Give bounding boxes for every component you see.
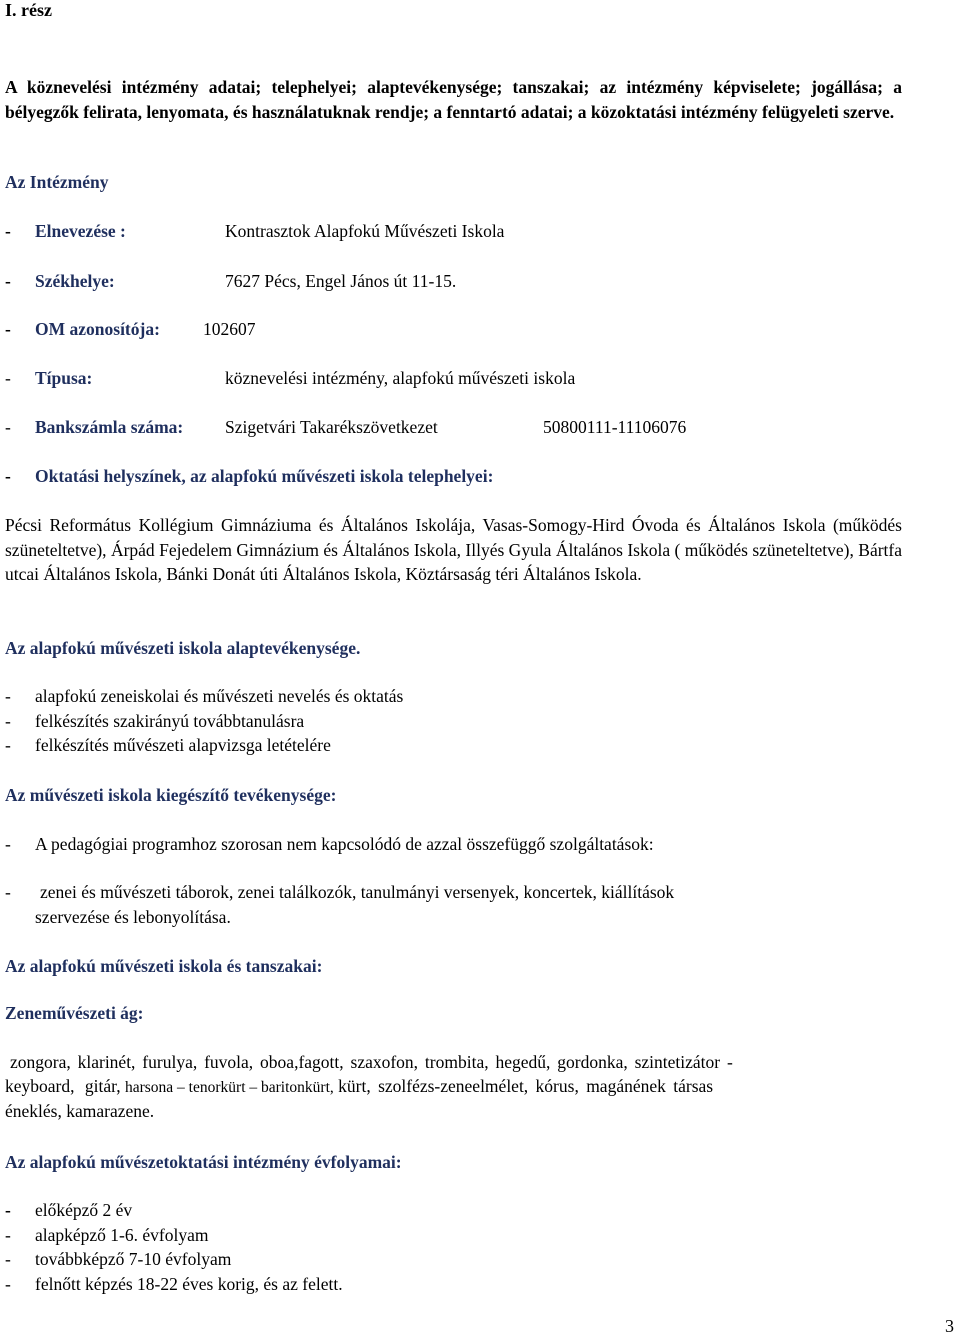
core-item-1: alapfokú zeneiskolai és művészeti nevelés és oktatás xyxy=(35,686,404,706)
instruments-line-3: éneklés, kamarazene. xyxy=(5,1101,155,1121)
core-item-2: felkészítés szakirányú továbbtanulásra xyxy=(35,711,305,731)
branches-heading: Az alapfokú művészeti iskola és tanszakai: xyxy=(5,956,323,976)
institution-heading: Az Intézmény xyxy=(5,172,109,192)
field-value-type: köznevelési intézmény, alapfokú művészeti iskola xyxy=(225,368,576,388)
field-label-bank: Bankszámla száma: xyxy=(35,417,184,437)
dash: - xyxy=(5,711,11,731)
dash: - xyxy=(5,417,11,437)
dash: - xyxy=(5,1200,11,1220)
field-value-account: 50800111-11106076 xyxy=(543,417,687,437)
sites-heading: Oktatási helyszínek, az alapfokú művészeti iskola telephelyei: xyxy=(35,466,494,486)
dash: - xyxy=(5,686,11,706)
sites-heading-row xyxy=(5,466,493,487)
field-label-om: OM azonosítója: xyxy=(35,319,160,339)
core-item-3: felkészítés művészeti alapvizsga letételére xyxy=(35,735,331,755)
field-label-seat: Székhelye: xyxy=(35,271,115,291)
grade-item-4: felnőtt képzés 18-22 éves korig, és az felett. xyxy=(35,1274,343,1294)
part-title: I. rész xyxy=(5,0,52,20)
dash: - xyxy=(5,1249,11,1269)
grades-heading: Az alapfokú művészetoktatási intézmény évfolyamai: xyxy=(5,1152,402,1172)
list-item xyxy=(5,1247,231,1272)
dash: - xyxy=(5,1225,11,1245)
intro-paragraph: A köznevelési intézmény adatai; telephelyei; alaptevékenysége; tanszakai; az intézmény képviselete; jogállása; a bélyegzők felirata, lenyomata, és használatuknak rendje; a fenntartó adatai; a közoktatási intézmény felügyeleti szerve. xyxy=(5,77,902,122)
instruments-line-2c: kürt, szolfézs-zeneelmélet, kórus, magánének társas xyxy=(338,1076,714,1096)
grade-item-1: előképző 2 év xyxy=(35,1200,133,1220)
supp-item-2-line-2: szervezése és lebonyolítása. xyxy=(35,907,231,927)
instruments-line-1: zongora, klarinét, furulya, fuvola, oboa,fagott, szaxofon, trombita, hegedű, gordonka, szintetizátor - xyxy=(10,1052,733,1072)
supp-item-1: A pedagógiai programhoz szorosan nem kapcsolódó de azzal összefüggő szolgáltatások: xyxy=(35,834,654,854)
instruments-line-2b: harsona – tenorkürt – baritonkürt, xyxy=(124,1079,334,1096)
field-value-name: Kontrasztok Alapfokú Művészeti Iskola xyxy=(225,221,505,241)
list-item xyxy=(5,1198,132,1223)
list-item xyxy=(5,1223,208,1248)
field-value-bank: Szigetvári Takarékszövetkezet xyxy=(225,417,438,437)
sites-paragraph: Pécsi Református Kollégium Gimnáziuma és Általános Iskolája, Vasas-Somogy-Hird Óvoda és Általános Iskola (működés szüneteltetve), Árpád Fejedelem Gimnázium és Általános Iskola, Illyés Gyula Általános Iskola ( működés szüneteltetve), Bártfa utcai Általános Iskola, Bánki Donát úti Általános Iskola, Köztársaság téri Általános Iskola. xyxy=(5,515,902,584)
dash: - xyxy=(5,882,11,902)
dash: - xyxy=(5,466,11,486)
page-number: 3 xyxy=(945,1316,954,1336)
supp-heading: Az művészeti iskola kiegészítő tevékenysége: xyxy=(5,785,337,805)
field-value-om: 102607 xyxy=(203,319,256,339)
list-item xyxy=(5,709,304,734)
field-value-seat: 7627 Pécs, Engel János út 11-15. xyxy=(225,271,457,291)
instruments-line-2a: keyboard, gitár, xyxy=(5,1076,121,1096)
field-type xyxy=(5,368,576,389)
list-item xyxy=(5,832,654,857)
list-item xyxy=(5,1272,343,1297)
grade-item-3: továbbképző 7-10 évfolyam xyxy=(35,1249,232,1269)
dash: - xyxy=(5,319,11,339)
dash: - xyxy=(5,834,11,854)
dash: - xyxy=(5,271,11,291)
field-om xyxy=(5,319,256,340)
field-seat xyxy=(5,271,457,292)
dash: - xyxy=(5,1274,11,1294)
supp-item-2-line-1: zenei és művészeti táborok, zenei találkozók, tanulmányi versenyek, koncertek, kiállítások xyxy=(40,882,675,902)
field-name xyxy=(5,221,505,242)
music-heading: Zeneművészeti ág: xyxy=(5,1003,144,1023)
field-label-name: Elnevezése : xyxy=(35,221,126,241)
instruments-line-2 xyxy=(5,1076,713,1097)
grade-item-2: alapképző 1-6. évfolyam xyxy=(35,1225,209,1245)
list-item xyxy=(5,880,674,905)
field-label-type: Típusa: xyxy=(35,368,93,388)
list-item xyxy=(5,733,331,758)
dash: - xyxy=(5,221,11,241)
dash: - xyxy=(5,735,11,755)
field-bank xyxy=(5,417,687,438)
core-heading: Az alapfokú művészeti iskola alaptevékenysége. xyxy=(5,638,361,658)
dash: - xyxy=(5,368,11,388)
list-item xyxy=(5,684,403,709)
